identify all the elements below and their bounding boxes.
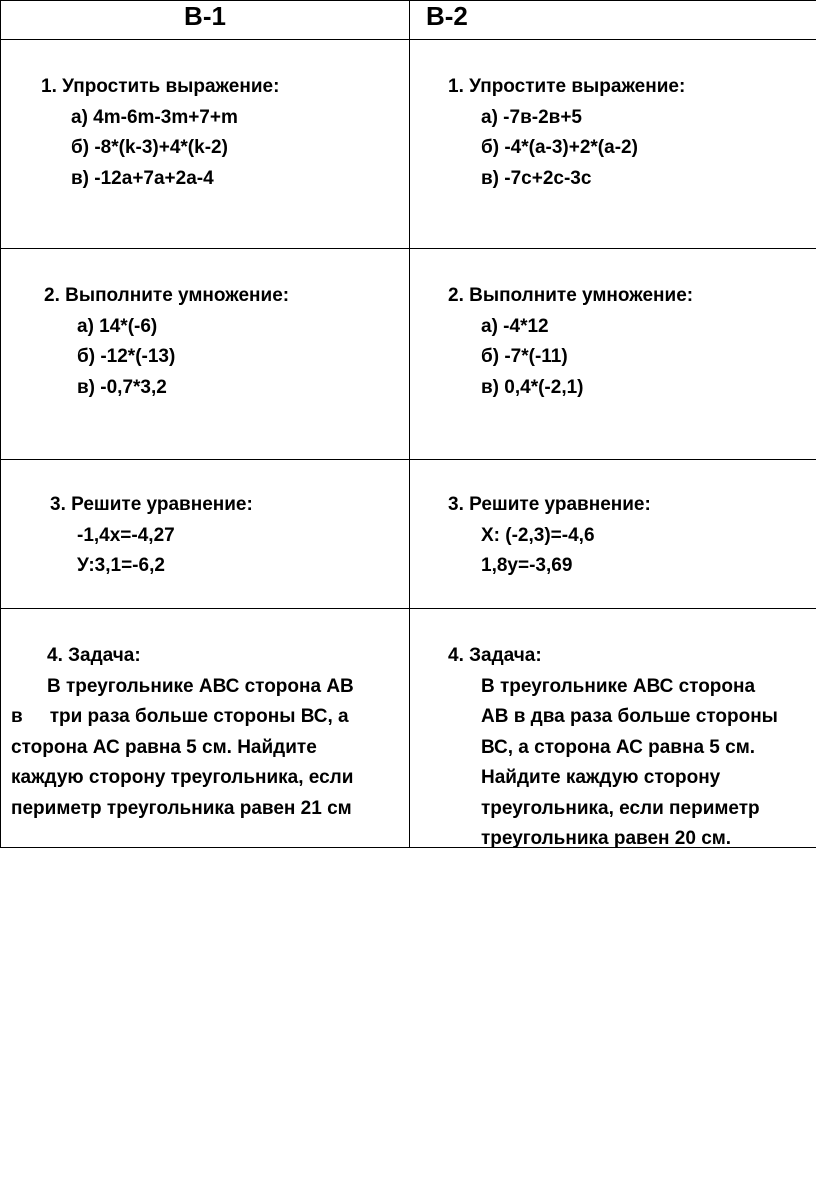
- v1-task1-title: 1. Упростить выражение:: [41, 76, 280, 97]
- v1-task4-line1: В треугольнике АВС сторона АВ: [47, 675, 354, 697]
- v1-task1-a: а) 4m-6m-3m+7+m: [71, 106, 238, 128]
- v2-task1-title: 1. Упростите выражение:: [448, 76, 686, 97]
- v2-task1-c: в) -7с+2с-3с: [481, 167, 592, 189]
- v2-task3-cell: [410, 460, 816, 609]
- v1-task1-cell: [1, 40, 410, 249]
- variant-1-header: В-1: [1, 1, 410, 40]
- v1-task2-c: в) -0,7*3,2: [77, 376, 167, 398]
- v1-task3-a: -1,4х=-4,27: [77, 524, 175, 546]
- v1-task4-line2-start: в: [11, 706, 23, 727]
- v2-task2-title: 2. Выполните умножение:: [448, 285, 694, 306]
- v2-task1-b: б) -4*(а-3)+2*(а-2): [481, 137, 638, 158]
- v1-task3-b: У:3,1=-6,2: [77, 555, 165, 576]
- v2-task4-line2: АВ в два раза больше стороны: [481, 706, 778, 727]
- v2-task1-cell: [410, 40, 816, 249]
- v1-task1-b: б) -8*(k-3)+4*(k-2): [71, 137, 228, 158]
- v2-task2-b: б) -7*(-11): [481, 346, 568, 367]
- v2-task2-cell: [410, 249, 816, 460]
- v2-task2-a: а) -4*12: [481, 315, 549, 337]
- v2-task4-line3: ВС, а сторона АС равна 5 см.: [481, 736, 756, 758]
- task2-row: [1, 249, 816, 460]
- v2-task4-cell: [410, 609, 816, 848]
- variant-2-header: В-2: [410, 1, 816, 40]
- v2-task3-b: 1,8у=-3,69: [481, 555, 573, 576]
- v2-task2-c: в) 0,4*(-2,1): [481, 376, 584, 398]
- v1-task3-title: 3. Решите уравнение:: [50, 494, 253, 515]
- v1-task2-title: 2. Выполните умножение:: [44, 285, 290, 306]
- v2-task4-line4: Найдите каждую сторону: [481, 767, 721, 788]
- task4-row: [1, 609, 816, 848]
- v2-task4-line5: треугольника, если периметр: [481, 797, 760, 819]
- v2-task3-a: Х: (-2,3)=-4,6: [481, 524, 595, 546]
- task1-row: [1, 40, 816, 249]
- v1-task1-c: в) -12а+7а+2а-4: [71, 167, 214, 189]
- v1-task4-cell: [1, 609, 410, 848]
- v2-task1-a: а) -7в-2в+5: [481, 106, 582, 128]
- v2-task3-title: 3. Решите уравнение:: [448, 494, 651, 515]
- v2-task4-line6: треугольника равен 20 см.: [481, 828, 732, 849]
- v1-task4-line2-rest: три раза больше стороны ВС, а: [49, 706, 349, 727]
- v1-task2-a: а) 14*(-6): [77, 315, 158, 337]
- v2-task4-title: 4. Задача:: [448, 645, 542, 666]
- v1-task4-line5: периметр треугольника равен 21 см: [11, 797, 352, 819]
- header-row: [1, 1, 816, 40]
- v1-task4-line3: сторона АС равна 5 см. Найдите: [11, 736, 317, 758]
- task3-row: [1, 460, 816, 609]
- v1-task3-cell: [1, 460, 410, 609]
- v1-task2-cell: [1, 249, 410, 460]
- v1-task4-title: 4. Задача:: [47, 645, 141, 666]
- v2-task4-line1: В треугольнике АВС сторона: [481, 675, 756, 697]
- v1-task4-line4: каждую сторону треугольника, если: [11, 767, 354, 788]
- v1-task2-b: б) -12*(-13): [77, 346, 176, 367]
- v1-task4-line2: [1, 702, 409, 733]
